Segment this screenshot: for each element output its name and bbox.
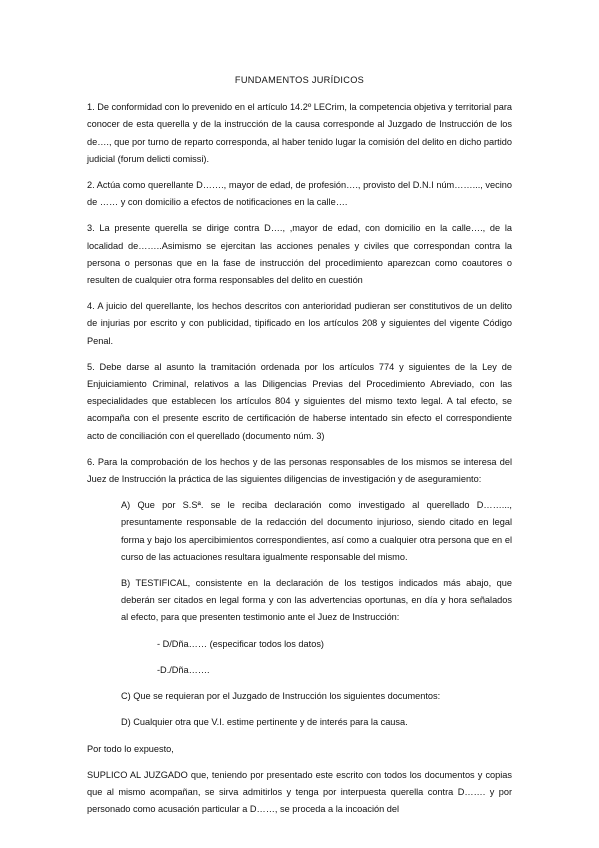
paragraph-4: 4. A juicio del querellante, los hechos descritos con anterioridad pudieran ser constitutivos de un delito de injurias por escrito y con publicidad, tipificado en los artículos 208 y siguientes del vigente Código Penal. xyxy=(87,301,512,346)
item-d: D) Cualquier otra que V.I. estime pertinente y de interés para la causa. xyxy=(121,717,408,728)
item-b: B) TESTIFICAL, consistente en la declaración de los testigos indicados más abajo, que deberán ser citados en legal forma y con las advertencias oportunas, en día y hora señalados al efecto, para que presenten testimonio ante el Juez de Instrucción: xyxy=(121,578,512,623)
paragraph-5: 5. Debe darse al asunto la tramitación ordenada por los artículos 774 y siguientes de la Ley de Enjuiciamiento Criminal, relativos a las Diligencias Previas del Procedimiento Abreviado, con las especialidades que establecen los artículos 804 y siguientes del mismo texto legal. A tal efecto, se acompaña con el presente escrito de certificación de haberse intentado sin efecto el correspondiente acto de conciliación con el querellado (documento núm. 3) xyxy=(87,361,512,441)
witness-1: - D/Dña…… (especificar todos los datos) xyxy=(157,638,324,649)
item-c: C) Que se requieran por el Juzgado de Instrucción los siguientes documentos: xyxy=(121,691,441,702)
suplico-paragraph: SUPLICO AL JUZGADO que, teniendo por presentado este escrito con todos los documentos y copias que al mismo acompañan, se sirva admitirlos y tenga por interpuesta querella contra D……. y por personado como acusación particular a D……, se proceda a la incoación del xyxy=(87,769,512,815)
witness-2: -D./Dña……. xyxy=(157,664,210,675)
document-title: FUNDAMENTOS JURÍDICOS xyxy=(234,75,365,85)
paragraph-1: 1. De conformidad con lo prevenido en el artículo 14.2º LECrim, la competencia objetiva y territorial para conocer de esta querella y de la instrucción de la causa corresponde al Juzgado de Instrucción de los de…., que por turno de reparto corresponda, al haber tenido lugar la comisión del delito en dicho partido judicial (forum delicti comissi). xyxy=(87,102,512,164)
item-a: A) Que por S.Sª. se le reciba declaración como investigado al querellado D……..., presuntamente responsable de la redacción del documento injurioso, siendo citado en legal forma y bajo los apercibimientos correspondientes, así como a cualquier otra persona que en el curso de las actuaciones resultara igualmente responsable del mismo. xyxy=(121,500,512,562)
paragraph-3: 3. La presente querella se dirige contra D…., ,mayor de edad, con domicilio en la calle…., de la localidad de……..Asimismo se ejercitan las acciones penales y civiles que correspondan contra la persona o personas que en la fase de instrucción del procedimiento aparezcan como coautores o resulten de cualquier otra forma responsables del delito en cuestión xyxy=(87,223,512,286)
paragraph-2: 2. Actúa como querellante D……., mayor de edad, de profesión…., provisto del D.N.I núm……..., vecino de …… y con domicilio a efectos de notificaciones en la calle…. xyxy=(87,180,512,208)
closing-text: Por todo lo expuesto, xyxy=(87,743,174,754)
paragraph-6: 6. Para la comprobación de los hechos y de las personas responsables de los mismos se interesa del Juez de Instrucción la práctica de las siguientes diligencias de investigación y de aseguramiento: xyxy=(87,456,512,485)
